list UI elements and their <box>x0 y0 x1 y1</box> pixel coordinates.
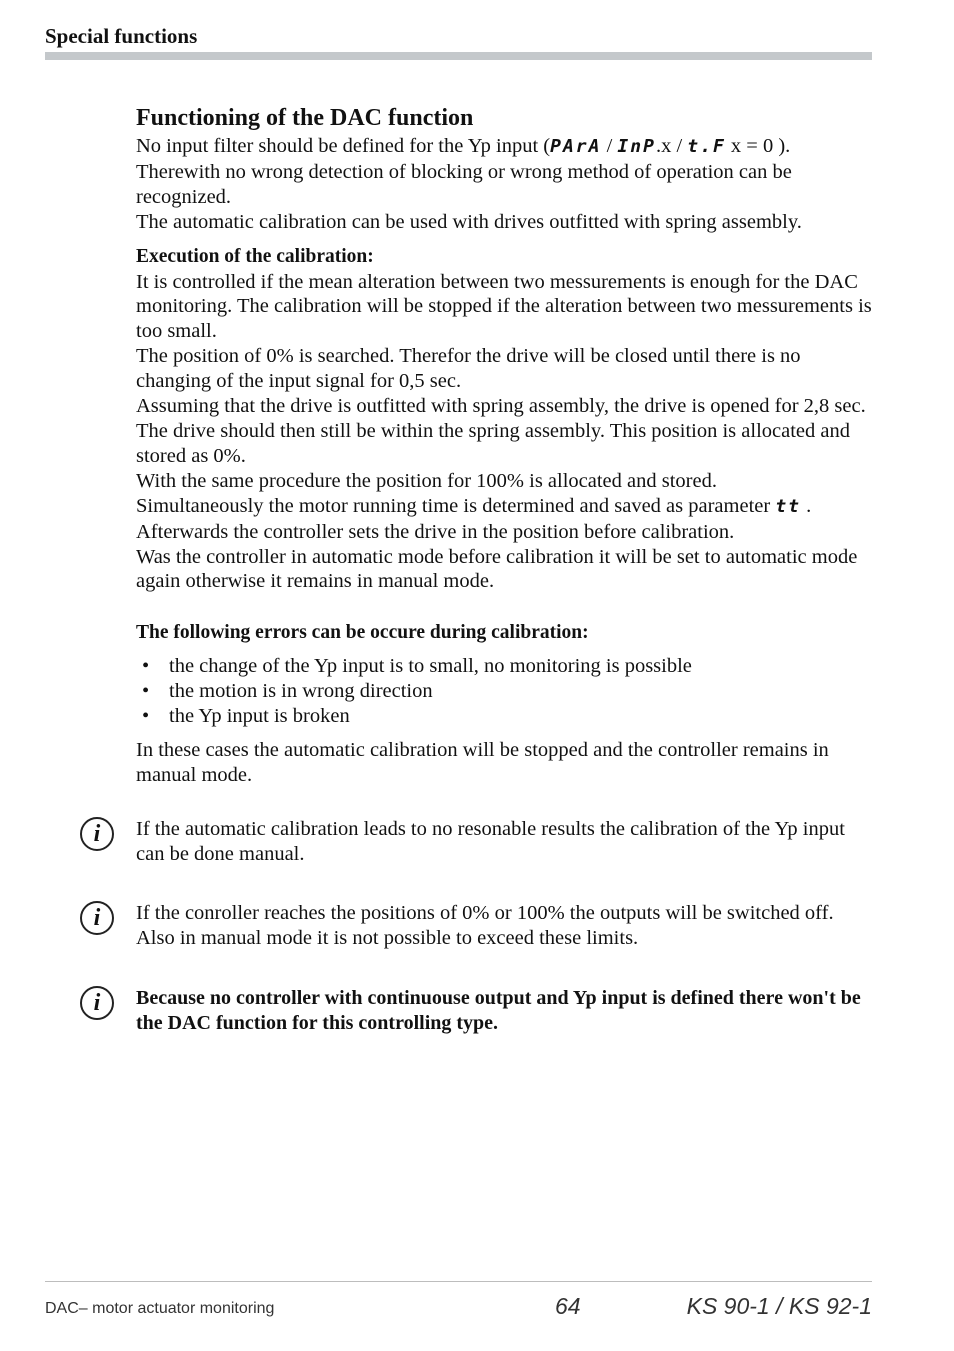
info-icon: i <box>80 986 114 1020</box>
page-number: 64 <box>555 1293 581 1319</box>
execution-p6: Afterwards the controller sets the drive in the position before calibration. <box>136 520 735 543</box>
note-1 <box>80 817 880 867</box>
intro-paragraph <box>136 134 876 210</box>
note-3 <box>80 986 880 1036</box>
errors-conclusion: In these cases the automatic calibration will be stopped and the controller remains in manual mode. <box>136 738 829 786</box>
footer-model: KS 90-1 / KS 92-1 <box>686 1293 872 1319</box>
list-item: • the change of the Yp input is to small, no monitoring is possible <box>136 654 876 679</box>
errors-list <box>136 654 876 729</box>
execution-heading: Execution of the calibration: <box>136 245 374 267</box>
intro-paragraph-2: The automatic calibration can be used with drives outfitted with spring assembly. <box>136 210 802 233</box>
errors-heading: The following errors can be occure during calibration: <box>136 622 589 644</box>
execution-p5-prefix: Simultaneously the motor running time is determined and saved as parameter <box>136 494 776 517</box>
section-title: Functioning of the DAC function <box>136 105 474 131</box>
intro-code2-suffix: .x / <box>655 135 688 157</box>
list-item: • the Yp input is broken <box>136 704 876 729</box>
execution-p5-suffix: . <box>801 494 812 517</box>
execution-p7: Was the controller in automatic mode before calibration it will be set to automatic mode again otherwise it remains in manual mode. <box>136 545 858 593</box>
execution-p2: The position of 0% is searched. Therefor the drive will be closed until there is no changing of the input signal for 0,5 sec. <box>136 345 801 393</box>
execution-p4: With the same procedure the position for 100% is allocated and stored. <box>136 469 717 492</box>
footer-rule <box>45 1281 872 1282</box>
execution-p3: Assuming that the drive is outfitted with spring assembly, the drive is opened for 2,8 sec. The drive should then still be within the spring assembly. This position is allocated and stored as 0%. <box>136 395 866 467</box>
param-code-tf: t.F <box>687 136 726 157</box>
intro-separator: / <box>601 135 618 157</box>
note-text: Because no controller with continuouse output and Yp input is defined there won't be the DAC function for this controlling type. <box>136 987 861 1034</box>
info-icon: i <box>80 817 114 851</box>
execution-p1: It is controlled if the mean alteration between two messurements is enough for the DAC monitoring. The calibration will be stopped if the alteration between two messurements is too small. <box>136 270 872 343</box>
header-title: Special functions <box>45 24 198 48</box>
list-item: • the motion is in wrong direction <box>136 679 876 704</box>
info-icon: i <box>80 901 114 935</box>
intro-rest: Therewith no wrong detection of blocking or wrong method of operation can be recognized. <box>136 160 792 208</box>
footer-section-label: DAC– motor actuator monitoring <box>45 1300 275 1317</box>
intro-line1-prefix: No input filter should be defined for the Yp input ( <box>136 135 551 157</box>
param-code-tt: tt <box>775 495 802 517</box>
intro-line1-suffix: x = 0 ). <box>725 135 791 157</box>
note-2 <box>80 901 880 951</box>
header-bar <box>45 52 872 60</box>
param-code-inp: InP <box>617 136 656 157</box>
main-content <box>136 104 876 788</box>
note-text: If the conroller reaches the positions of 0% or 100% the outputs will be switched off. Also in manual mode it is not possible to exceed these limits. <box>136 902 834 949</box>
param-code-para: PArA <box>550 136 602 157</box>
note-text: If the automatic calibration leads to no resonable results the calibration of the Yp input can be done manual. <box>136 818 845 865</box>
execution-p5 <box>136 494 876 520</box>
